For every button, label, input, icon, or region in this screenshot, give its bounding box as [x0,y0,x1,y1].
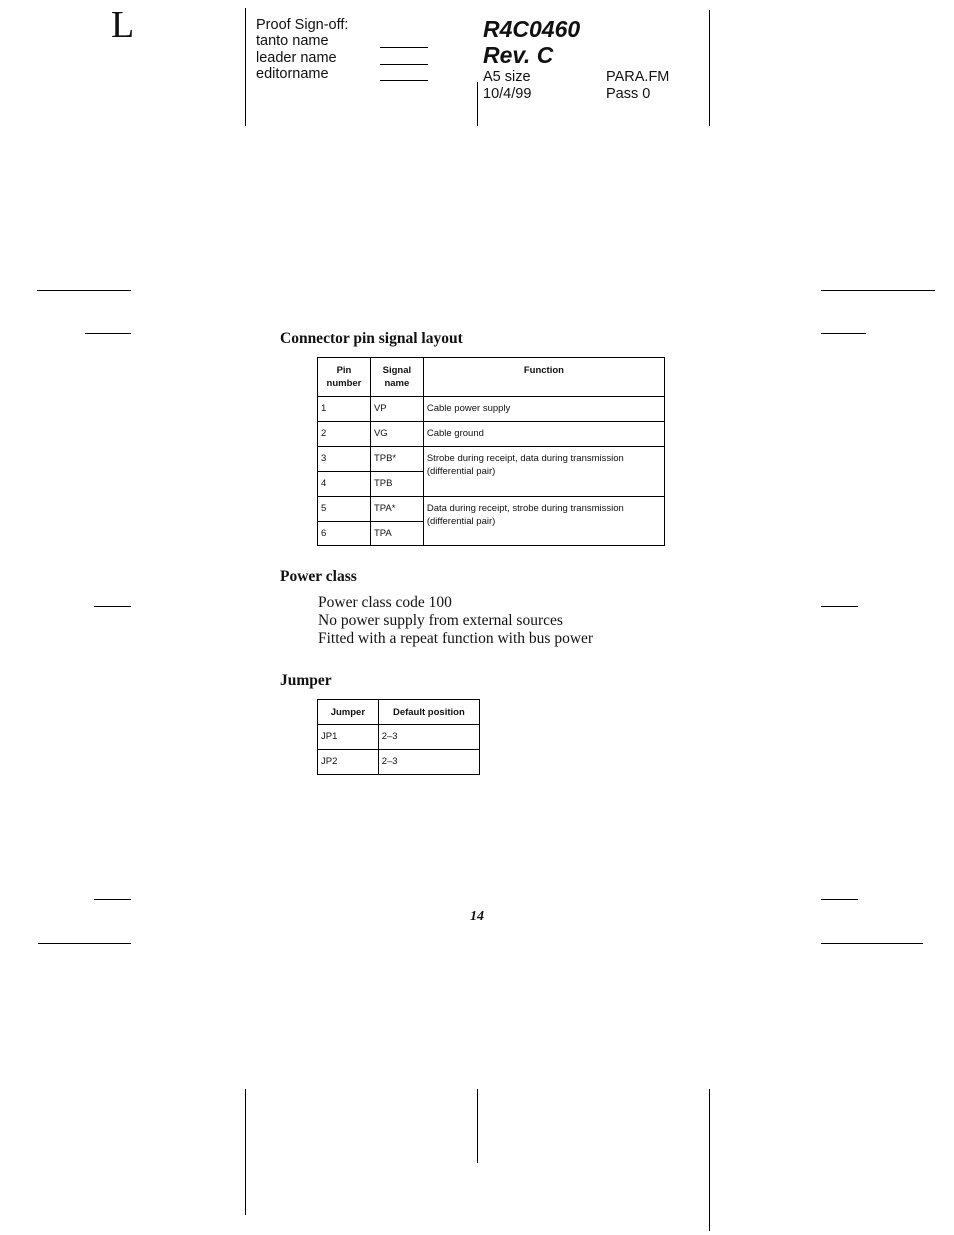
leader-name-label: leader name [256,50,337,66]
crop-mark-right-upper-short [821,333,866,334]
crop-mark-bottom-left-vertical [245,1089,246,1215]
pin-cell: 1 [318,397,371,422]
connector-heading: Connector pin signal layout [280,330,463,347]
pin-cell: 6 [318,522,371,546]
editor-signature-line [380,80,428,81]
crop-mark-right-lower-short [821,899,858,900]
table-row [318,497,665,522]
position-cell: 2–3 [378,750,479,775]
revision-label: Rev. C [483,42,554,68]
crop-mark-left-upper-short [85,333,131,334]
position-cell: 2–3 [378,725,479,750]
table-row [318,447,665,472]
power-class-line: Fitted with a repeat function with bus power [318,630,594,647]
jumper-table [317,699,480,775]
signal-cell: TPA* [370,497,423,522]
corner-mark: L [111,4,135,46]
pin-cell: 2 [318,422,371,447]
column-header-jumper: Jumper [318,700,379,725]
pin-cell: 5 [318,497,371,522]
jumper-cell: JP2 [318,750,379,775]
signal-cell: TPB* [370,447,423,472]
page-number: 14 [470,909,484,924]
proof-signoff-label: Proof Sign-off: [256,17,349,33]
column-header-function: Function [423,358,664,397]
power-class-heading: Power class [280,568,357,585]
leader-signature-line [380,64,428,65]
crop-mark-left-lower-short [94,899,131,900]
power-class-line: No power supply from external sources [318,612,563,629]
function-cell: Cable power supply [423,397,664,422]
table-row [318,422,665,447]
column-header-default-position: Default position [378,700,479,725]
table-header-row [318,358,665,397]
signal-cell: VG [370,422,423,447]
pin-cell: 4 [318,472,371,497]
table-header-row [318,700,480,725]
file-label: PARA.FM [606,69,670,85]
pass-label: Pass 0 [606,86,651,102]
editor-name-label: editorname [256,66,329,82]
signal-cell: TPA [370,522,423,546]
tanto-name-label: tanto name [256,33,329,49]
pin-cell: 3 [318,447,371,472]
table-row [318,397,665,422]
crop-mark-left-upper-long [37,290,131,291]
crop-mark-top-center-vertical [477,82,478,126]
crop-mark-top-right-vertical [709,10,710,126]
date-label: 10/4/99 [483,86,532,102]
tanto-signature-line [380,47,428,48]
crop-mark-left-middle [94,606,131,607]
table-row [318,750,480,775]
jumper-cell: JP1 [318,725,379,750]
power-class-line: Power class code 100 [318,594,452,611]
crop-mark-bottom-center-vertical [477,1089,478,1163]
function-cell: Strobe during receipt, data during transmission (differential pair) [423,447,664,497]
document-code: R4C0460 [483,16,581,42]
jumper-heading: Jumper [280,672,332,689]
size-label: A5 size [483,69,531,85]
column-header-signal-name: Signal name [370,358,423,397]
function-cell: Cable ground [423,422,664,447]
crop-mark-right-upper-long [821,290,935,291]
crop-mark-top-left-vertical [245,8,246,126]
signal-cell: VP [370,397,423,422]
connector-pin-table [317,357,665,546]
crop-mark-right-lower-long [821,943,923,944]
crop-mark-left-lower-long [38,943,131,944]
column-header-pin-number: Pin number [318,358,371,397]
table-row [318,725,480,750]
crop-mark-right-middle [821,606,858,607]
signal-cell: TPB [370,472,423,497]
crop-mark-bottom-right-vertical [709,1089,710,1231]
function-cell: Data during receipt, strobe during transmission (differential pair) [423,497,664,546]
